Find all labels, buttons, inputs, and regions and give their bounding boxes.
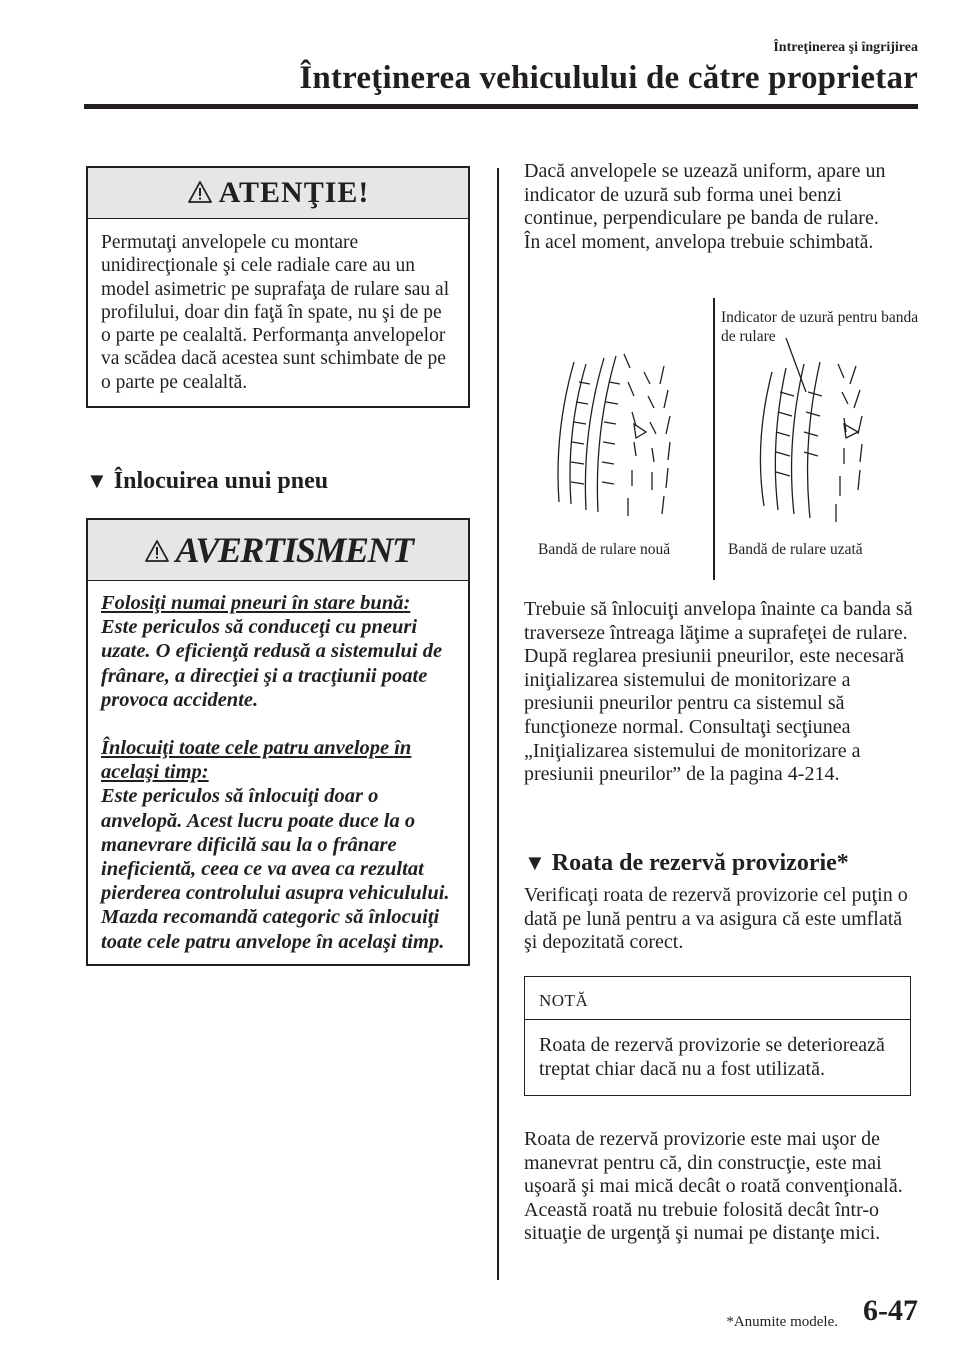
caution-text: Permutaţi anvelopele cu montare unidirecţionale şi cele radiale care au un model asimetric pe suprafaţa de rulare sau al profilului, doar din faţă în spate, nu şi de pe o parte pe cealaltă. Performanţa anvelopelor va scădea dacă acestea sunt schimbate de pe o parte pe cealaltă. xyxy=(101,232,450,393)
caution-header xyxy=(88,168,468,219)
note-text: Roata de rezervă provizorie se deteriorează treptat chiar dacă nu a fost utilizată. xyxy=(539,1034,885,1080)
tread-wear-figure xyxy=(524,292,919,582)
para-3: După reglarea presiunii pneurilor, este necesară iniţializarea sistemului de monitorizare a presiunii pneurilor pentru ca sistemul să funcţioneze normal. Consultaţi secţiunea „Iniţializarea sistemului de monitorizare a presiunii pneurilor” de la pagina 4-214. xyxy=(524,645,905,786)
warning-box xyxy=(86,518,470,966)
page-title: Întreţinerea vehiculului de către proprietar xyxy=(299,60,918,96)
section-marker-icon: ▼ xyxy=(524,850,546,875)
replacement-paragraph xyxy=(524,598,919,787)
warning-title: AVERTISMENT xyxy=(175,530,413,570)
warning-heading-1: Folosiţi numai pneuri în stare bună: xyxy=(101,592,411,614)
spare-check-paragraph: Verificaţi roata de rezervă provizorie cel puţin o dată pe lună pentru a va asigura că este umflată şi depozitată corect. xyxy=(524,884,908,954)
caution-box xyxy=(86,166,470,408)
warning-heading-2: Înlocuiţi toate cele patru anvelope în acelaşi timp: xyxy=(101,737,412,784)
intro-paragraph xyxy=(524,160,919,254)
section-heading-tire-replacement xyxy=(86,468,328,495)
header-rule xyxy=(84,104,918,109)
section-title: Roata de rezervă provizorie* xyxy=(551,850,849,876)
indicator-label: Indicator de uzură pentru banda de rulare xyxy=(721,309,919,345)
warning-triangle-icon xyxy=(187,180,213,204)
section-marker-icon: ▼ xyxy=(86,468,108,493)
para-2: Trebuie să înlocuiţi anvelopa înainte ca banda să traverseze întreaga lăţime a suprafeţei de rulare. xyxy=(524,598,913,644)
tire-tread-illustration xyxy=(524,292,919,542)
section-title: Înlocuirea unui pneu xyxy=(113,468,329,494)
caution-title: ATENŢIE! xyxy=(218,176,370,209)
warning-text-2: Este periculos să înlocuiţi doar o anvelopă. Acest lucru poate duce la o manevrare dificilă sau la o frânare ineficientă, ceea ce va avea ca rezultat pierderea controlului asupra vehiculului. Mazda recomandă categoric să înlocuiţi toate cele patru anvelope în acelaşi timp. xyxy=(101,785,450,953)
note-box xyxy=(524,976,911,1096)
intro-text: Dacă anvelopele se uzează uniform, apare un indicator de uzură sub forma unei benzi continue, perpendiculare pe banda de rulare. xyxy=(524,160,886,230)
new-tread-label: Bandă de rulare nouă xyxy=(538,541,671,558)
column-divider xyxy=(497,168,499,1280)
spare-usage-paragraph: Roata de rezervă provizorie este mai uşor de manevrat pentru că, din construcţie, este mai uşoară şi mai mică decât o roată convenţională. Această roată nu trebuie folosită decât într-o situaţie de urgenţă şi numai pe distanţe mici. xyxy=(524,1128,903,1245)
intro-text-2: În acel moment, anvelopa trebuie schimbată. xyxy=(524,231,874,253)
warning-body xyxy=(88,581,468,964)
running-header-section: Întreţinerea şi îngrijirea xyxy=(773,40,918,55)
footnote: *Anumite modele. xyxy=(726,1314,838,1330)
warning-header xyxy=(88,520,468,581)
warning-triangle-icon xyxy=(144,539,170,563)
worn-tread-label: Bandă de rulare uzată xyxy=(728,541,863,558)
note-title: NOTĂ xyxy=(525,977,910,1020)
section-heading-spare-wheel xyxy=(524,850,849,877)
warning-text-1: Este periculos să conduceţi cu pneuri uzate. O eficienţă redusă a sistemului de frânare, a direcţiei şi a tracţiunii poate provoca accidente. xyxy=(101,616,443,711)
page-number: 6-47 xyxy=(863,1294,918,1327)
